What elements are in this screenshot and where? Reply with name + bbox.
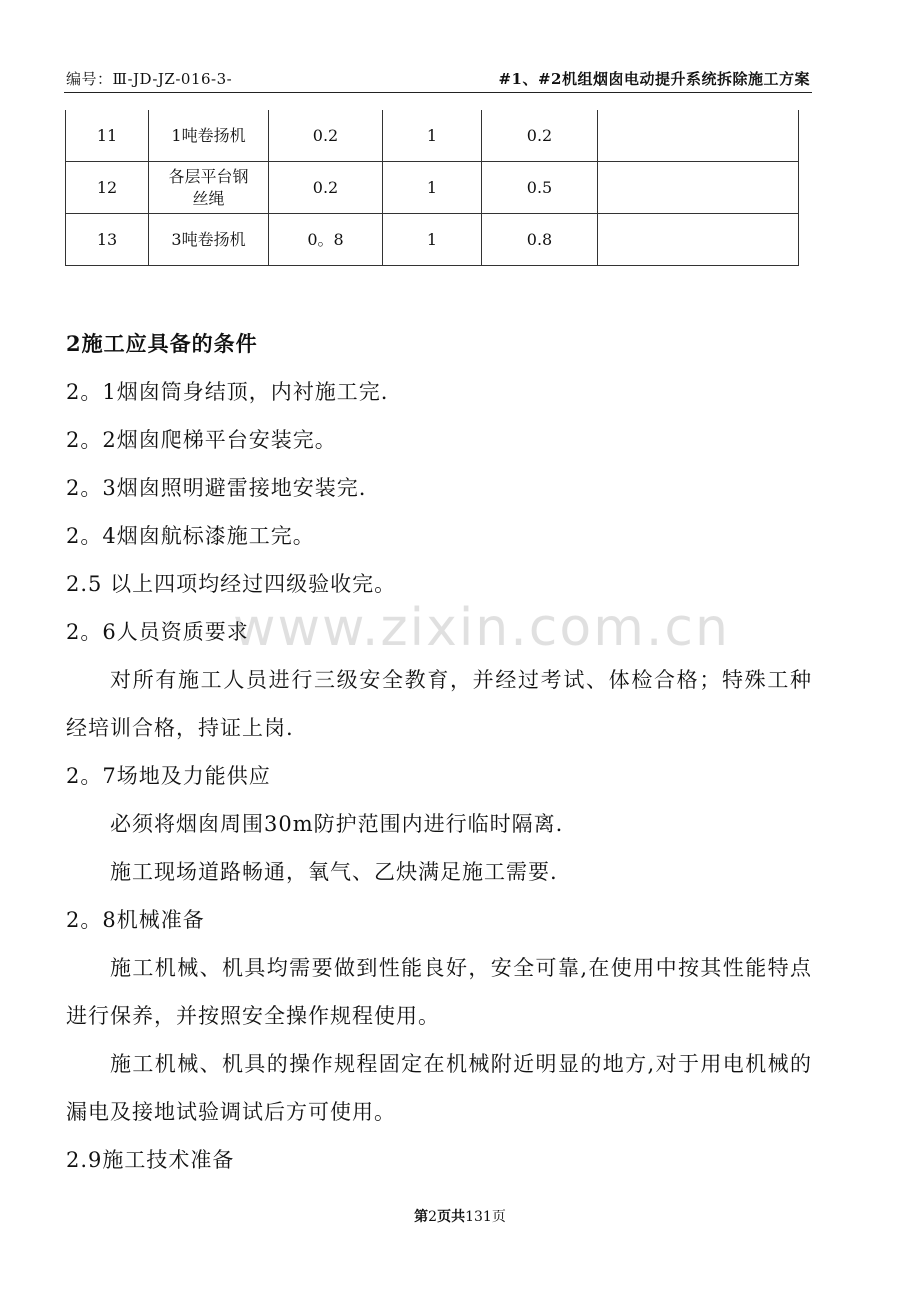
clause-2-3: 2。3烟囱照明避雷接地安装完.: [66, 476, 367, 500]
clause-2-2: 2。2烟囱爬梯平台安装完。: [66, 428, 337, 452]
clause-2-4: 2。4烟囱航标漆施工完。: [66, 524, 315, 548]
table-cell-value: 0.2: [482, 110, 598, 162]
footer-page-number: 2: [428, 1209, 438, 1225]
clause-2-6-text: 对所有施工人员进行三级安全教育，并经过考试、体检合格；特殊工种经培训合格，持证上岗.: [66, 668, 812, 740]
section-heading: 2施工应具备的条件: [66, 331, 258, 356]
table-cell-name: [149, 162, 269, 214]
clause-2-7-text-a: 必须将烟囱周围30m防护范围内进行临时隔离.: [110, 812, 564, 836]
clause-2-7-text-b: 施工现场道路畅通，氧气、乙炔满足施工需要.: [110, 860, 558, 884]
clause-2-8: 2。8机械准备: [66, 908, 205, 932]
table-cell-no: 12: [66, 162, 149, 214]
table-row: [66, 214, 799, 266]
table-cell-value: 0.2: [269, 162, 383, 214]
page-header: [64, 62, 812, 93]
table-row: [66, 162, 799, 214]
table-cell-note: [598, 162, 799, 214]
table-cell-note: [598, 214, 799, 266]
document-code: 编号：Ⅲ-JD-JZ-016-3-: [66, 70, 233, 88]
page-footer: [0, 1206, 920, 1226]
clause-2-7: 2。7场地及力能供应: [66, 764, 271, 788]
footer-total-pages: 131: [465, 1209, 492, 1225]
footer-prefix: 第: [414, 1209, 429, 1225]
footer-middle: 页共: [437, 1209, 466, 1225]
document-title: #1、#2机组烟囱电动提升系统拆除施工方案: [498, 70, 810, 88]
clause-2-8-text-a: 施工机械、机具均需要做到性能良好，安全可靠,在使用中按其性能特点进行保养，并按照安全操作规程使用。: [66, 956, 812, 1028]
equipment-table: [65, 110, 799, 266]
table-cell-no: 13: [66, 214, 149, 266]
table-cell-value: 0.8: [482, 214, 598, 266]
section-body: [66, 320, 812, 1184]
clause-2-6: 2。6人员资质要求: [66, 620, 249, 644]
watermark: www.zixin.com.cn: [233, 598, 730, 658]
table-cell-value: 1: [383, 214, 482, 266]
clause-2-5: 2.5 以上四项均经过四级验收完。: [66, 572, 397, 596]
table-cell-value: 1: [383, 110, 482, 162]
footer-suffix: 页: [491, 1209, 506, 1225]
clause-2-8-text-b: 施工机械、机具的操作规程固定在机械附近明显的地方,对于用电机械的漏电及接地试验调试后方可使用。: [66, 1052, 812, 1124]
table-cell-value: 0。8: [269, 214, 383, 266]
table-cell-value: 1: [383, 162, 482, 214]
table-cell-name: 3吨卷扬机: [149, 214, 269, 266]
table-cell-value: 0.2: [269, 110, 383, 162]
clause-2-9: 2.9施工技术准备: [66, 1148, 235, 1172]
clause-2-1: 2。1烟囱筒身结顶，内衬施工完.: [66, 380, 389, 404]
table-cell-name: 1吨卷扬机: [149, 110, 269, 162]
table-row: [66, 110, 799, 162]
table-cell-value: 0.5: [482, 162, 598, 214]
table-cell-name-text: 各层平台钢丝绳: [168, 166, 249, 208]
table-cell-note: [598, 110, 799, 162]
table-cell-no: 11: [66, 110, 149, 162]
